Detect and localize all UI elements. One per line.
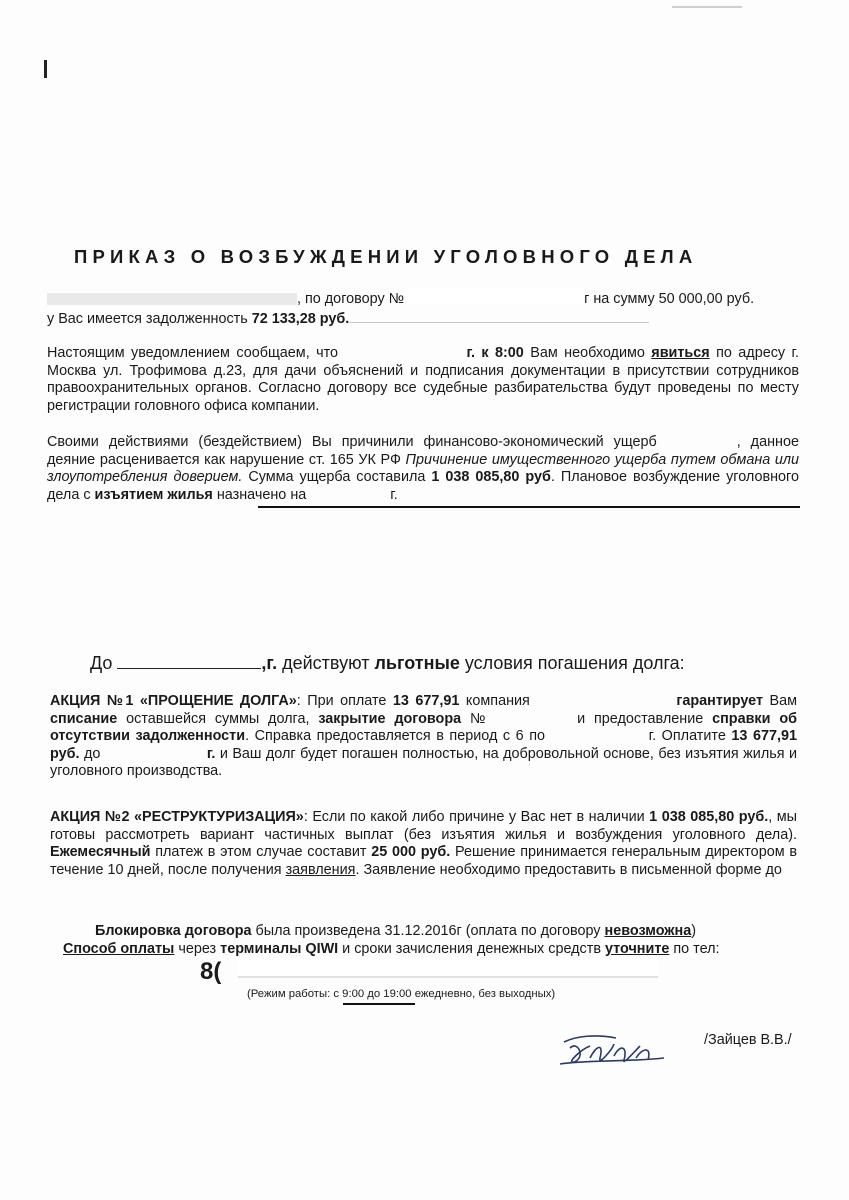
redacted-contract xyxy=(404,289,584,303)
payment-line: Способ оплаты через терминалы QIWI и сроки зачисления денежных средств уточните по тел: xyxy=(63,941,720,957)
redacted-phone xyxy=(238,958,658,976)
redacted-name xyxy=(47,293,297,305)
header-line-1: , по договору № г на сумму 50 000,00 руб. xyxy=(47,289,799,309)
redacted-deadline xyxy=(117,654,261,669)
scan-mark xyxy=(672,6,742,8)
working-hours: (Режим работы: с 9:00 до 19:00 ежедневно, без выходных) xyxy=(247,988,556,1000)
document-title: ПРИКАЗ О ВОЗБУЖДЕНИИ УГОЛОВНОГО ДЕЛА xyxy=(74,246,698,267)
signature-icon xyxy=(556,1028,676,1070)
signer-name: /Зайцев В.В./ xyxy=(704,1032,792,1048)
paragraph-damage: Своими действиями (бездействием) Вы причинили финансово-экономический ущерб , данное деяние расценивается как нарушение ст. 165 УК РФ Причинение имущественного ущерба путем обмана или злоупотребления доверием. Сумма ущерба составила 1 038 085,80 руб. Плановое возбуждение уголовного дела с изъятием жилья назначено на г. xyxy=(47,434,800,503)
blocking-line: Блокировка договора была произведена 31.12.2016г (оплата по договору невозможна) xyxy=(95,923,696,939)
promo-1: АКЦИЯ №1 «ПРОЩЕНИЕ ДОЛГА»: При оплате 13 677,91 компания гарантирует Вам списание оставшейся суммы долга, закрытие договора № и предоставление справки об отсутствии задолженности. Справка предоставляется в период с 6 по г. Оплатите 13 677,91 руб. до г. и Ваш долг будет погашен полностью, на добровольной основе, без изъятия жилья и уголовного производства. xyxy=(50,693,798,779)
phone-number: 8( xyxy=(200,958,222,985)
scan-mark xyxy=(44,60,47,78)
paragraph-summons: Настоящим уведомлением сообщаем, что г. к 8:00 Вам необходимо явиться по адресу г. Москва ул. Трофимова д.23, для дачи объяснений и подписания документации в присутствии сотрудников правоохранительных органов. Согласно договору все судебные разбирательства будут проведены по месту регистрации головного офиса компании. xyxy=(47,345,799,414)
offer-line: До ,г. действуют льготные условия погашения долга: xyxy=(90,653,685,673)
header-line-2: у Вас имеется задолженность 72 133,28 руб. xyxy=(47,311,799,329)
handwritten-underline xyxy=(258,506,800,508)
promo-2: АКЦИЯ №2 «РЕСТРУКТУРИЗАЦИЯ»: Если по какой либо причине у Вас нет в наличии 1 038 085,80 руб., мы готовы рассмотреть вариант частичных выплат (без изъятия жилья и возбуждения уголовного дела). Ежемесячный платеж в этом случае составит 25 000 руб. Решение принимается генеральным директором в течение 10 дней, после получения заявления. Заявление необходимо предоставить в письменной форме до xyxy=(50,809,798,878)
handwritten-underline xyxy=(343,1003,415,1005)
